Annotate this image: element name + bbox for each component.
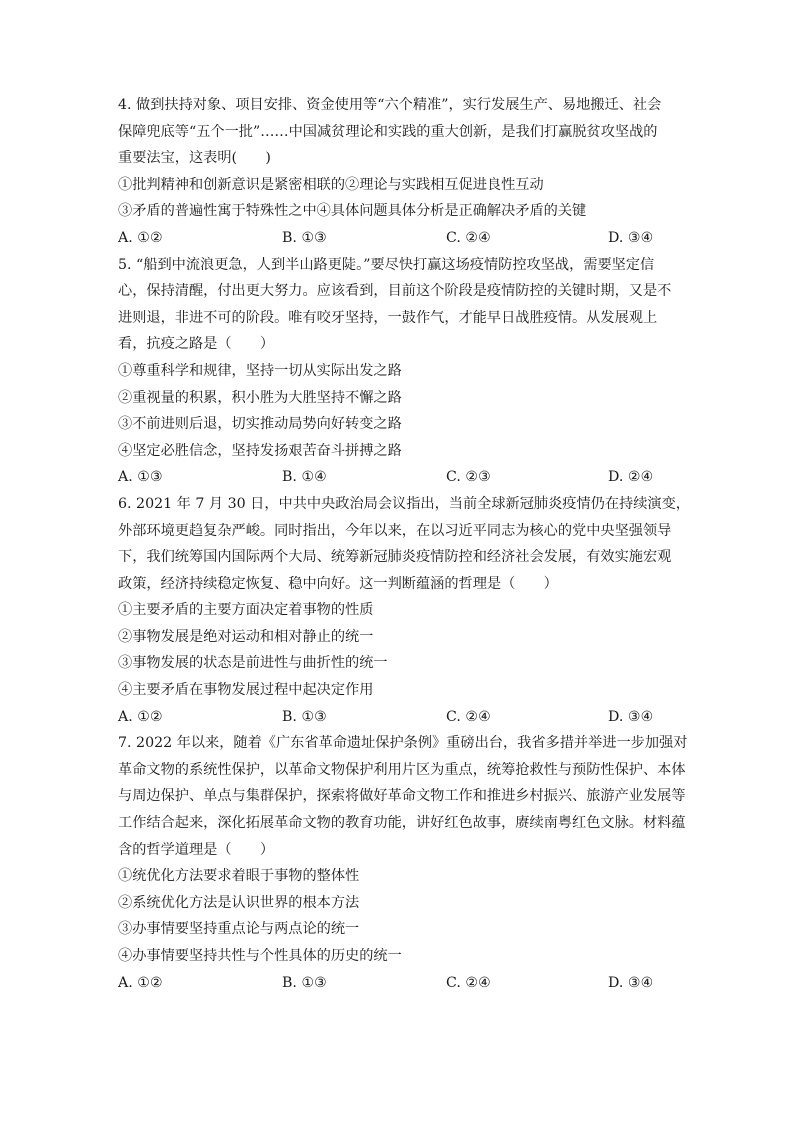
statement-line: ③事物发展的状态是前进性与曲折性的统一 [118,655,388,672]
option-c: C. ②③ [446,469,491,486]
option-b: B. ①④ [282,469,327,486]
option-a: A. ①② [118,974,163,991]
question-text-line: 含的哲学道理是（ ） [118,841,275,858]
question-text-line: 心，保持清醒，付出更大努力。应该看到，目前这个阶段是疫情防控的关键时期，又是不 [118,283,672,300]
statement-line: ①主要矛盾的主要方面决定着事物的性质 [118,602,374,619]
statement-line: ①批判精神和创新意识是紧密相联的②理论与实践相互促进良性互动 [118,176,544,193]
option-c: C. ②④ [446,229,491,246]
question-text-line: 7. 2022 年以来，随着《广东省革命遗址保护条例》重磅出台，我省多措并举进一步加强对 [118,735,688,752]
option-c: C. ②④ [446,708,491,725]
answer-options [118,970,678,997]
question-text-line: 下，我们统筹国内国际两个大局、统筹新冠肺炎疫情防控和经济社会发展，有效实施宏观 [118,549,672,566]
option-c: C. ②④ [446,974,491,991]
option-b: B. ①③ [282,708,327,725]
option-d: D. ③④ [608,708,654,725]
answer-options [118,225,678,252]
question-text-line: 重要法宝，这表明( ) [118,150,271,167]
option-d: D. ③④ [608,229,654,246]
option-d: D. ③④ [608,974,654,991]
answer-options [118,704,678,731]
question-text-line: 与周边保护、单点与集群保护，探索将做好革命文物工作和推进乡村振兴、旅游产业发展等 [118,788,686,805]
option-b: B. ①③ [282,974,327,991]
statement-line: ③矛盾的普遍性寓于特殊性之中④具体问题具体分析是正确解决矛盾的关键 [118,203,587,220]
exam-page [118,92,690,996]
option-b: B. ①③ [282,229,327,246]
option-a: A. ①② [118,708,163,725]
question-text-line: 5. “船到中流浪更急，人到半山路更陡。”要尽快打赢这场疫情防控攻坚战，需要坚定信 [118,256,655,273]
question-text-line: 6. 2021 年 7 月 30 日，中共中央政治局会议指出，当前全球新冠肺炎疫情仍在持续演变， [118,495,690,512]
question-text-line: 工作结合起来，深化拓展革命文物的教育功能，讲好红色故事，赓续南粤红色文脉。材料蕴 [118,815,686,832]
statement-line: ②事物发展是绝对运动和相对静止的统一 [118,628,374,645]
option-d: D. ②④ [608,469,654,486]
question-text-line: 看，抗疫之路是（ ） [118,336,275,353]
statement-line: ②重视量的积累，积小胜为大胜坚持不懈之路 [118,389,402,406]
question-6 [118,491,690,730]
option-a: A. ①② [118,229,163,246]
statement-line: ④主要矛盾在事物发展过程中起决定作用 [118,682,374,699]
statement-line: ②系统优化方法是认识世界的根本方法 [118,894,360,911]
statement-line: ③办事情要坚持重点论与两点论的统一 [118,921,360,938]
question-text-line: 革命文物的系统性保护，以革命文物保护利用片区为重点，统筹抢救性与预防性保护、本体 [118,761,686,778]
statement-line: ①尊重科学和规律，坚持一切从实际出发之路 [118,362,402,379]
question-7 [118,730,688,996]
question-text-line: 政策，经济持续稳定恢复、稳中向好。这一判断蕴涵的哲理是（ ） [118,575,558,592]
question-text-line: 进则退，非进不可的阶段。唯有咬牙坚持，一鼓作气，才能早日战胜疫情。从发展观上 [118,309,658,326]
statement-line: ④坚定必胜信念，坚持发扬艰苦奋斗拼搏之路 [118,442,402,459]
question-text-line: 外部环境更趋复杂严峻。同时指出，今年以来，在以习近平同志为核心的党中央坚强领导 [118,522,672,539]
question-text-line: 保障兜底等“五个一批”……中国减贫理论和实践的重大创新，是我们打赢脱贫攻坚战的 [118,123,658,140]
option-a: A. ①③ [118,469,163,486]
question-5 [118,252,678,491]
statement-line: ④办事情要坚持共性与个性具体的历史的统一 [118,948,402,964]
question-text-line: 4. 做到扶持对象、项目安排、资金使用等“六个精准”，实行发展生产、易地搬迁、社会 [118,97,662,113]
answer-options [118,464,678,491]
question-4 [118,92,678,252]
statement-line: ①统优化方法要求着眼于事物的整体性 [118,868,360,885]
statement-line: ③不前进则后退，切实推动局势向好转变之路 [118,416,402,433]
